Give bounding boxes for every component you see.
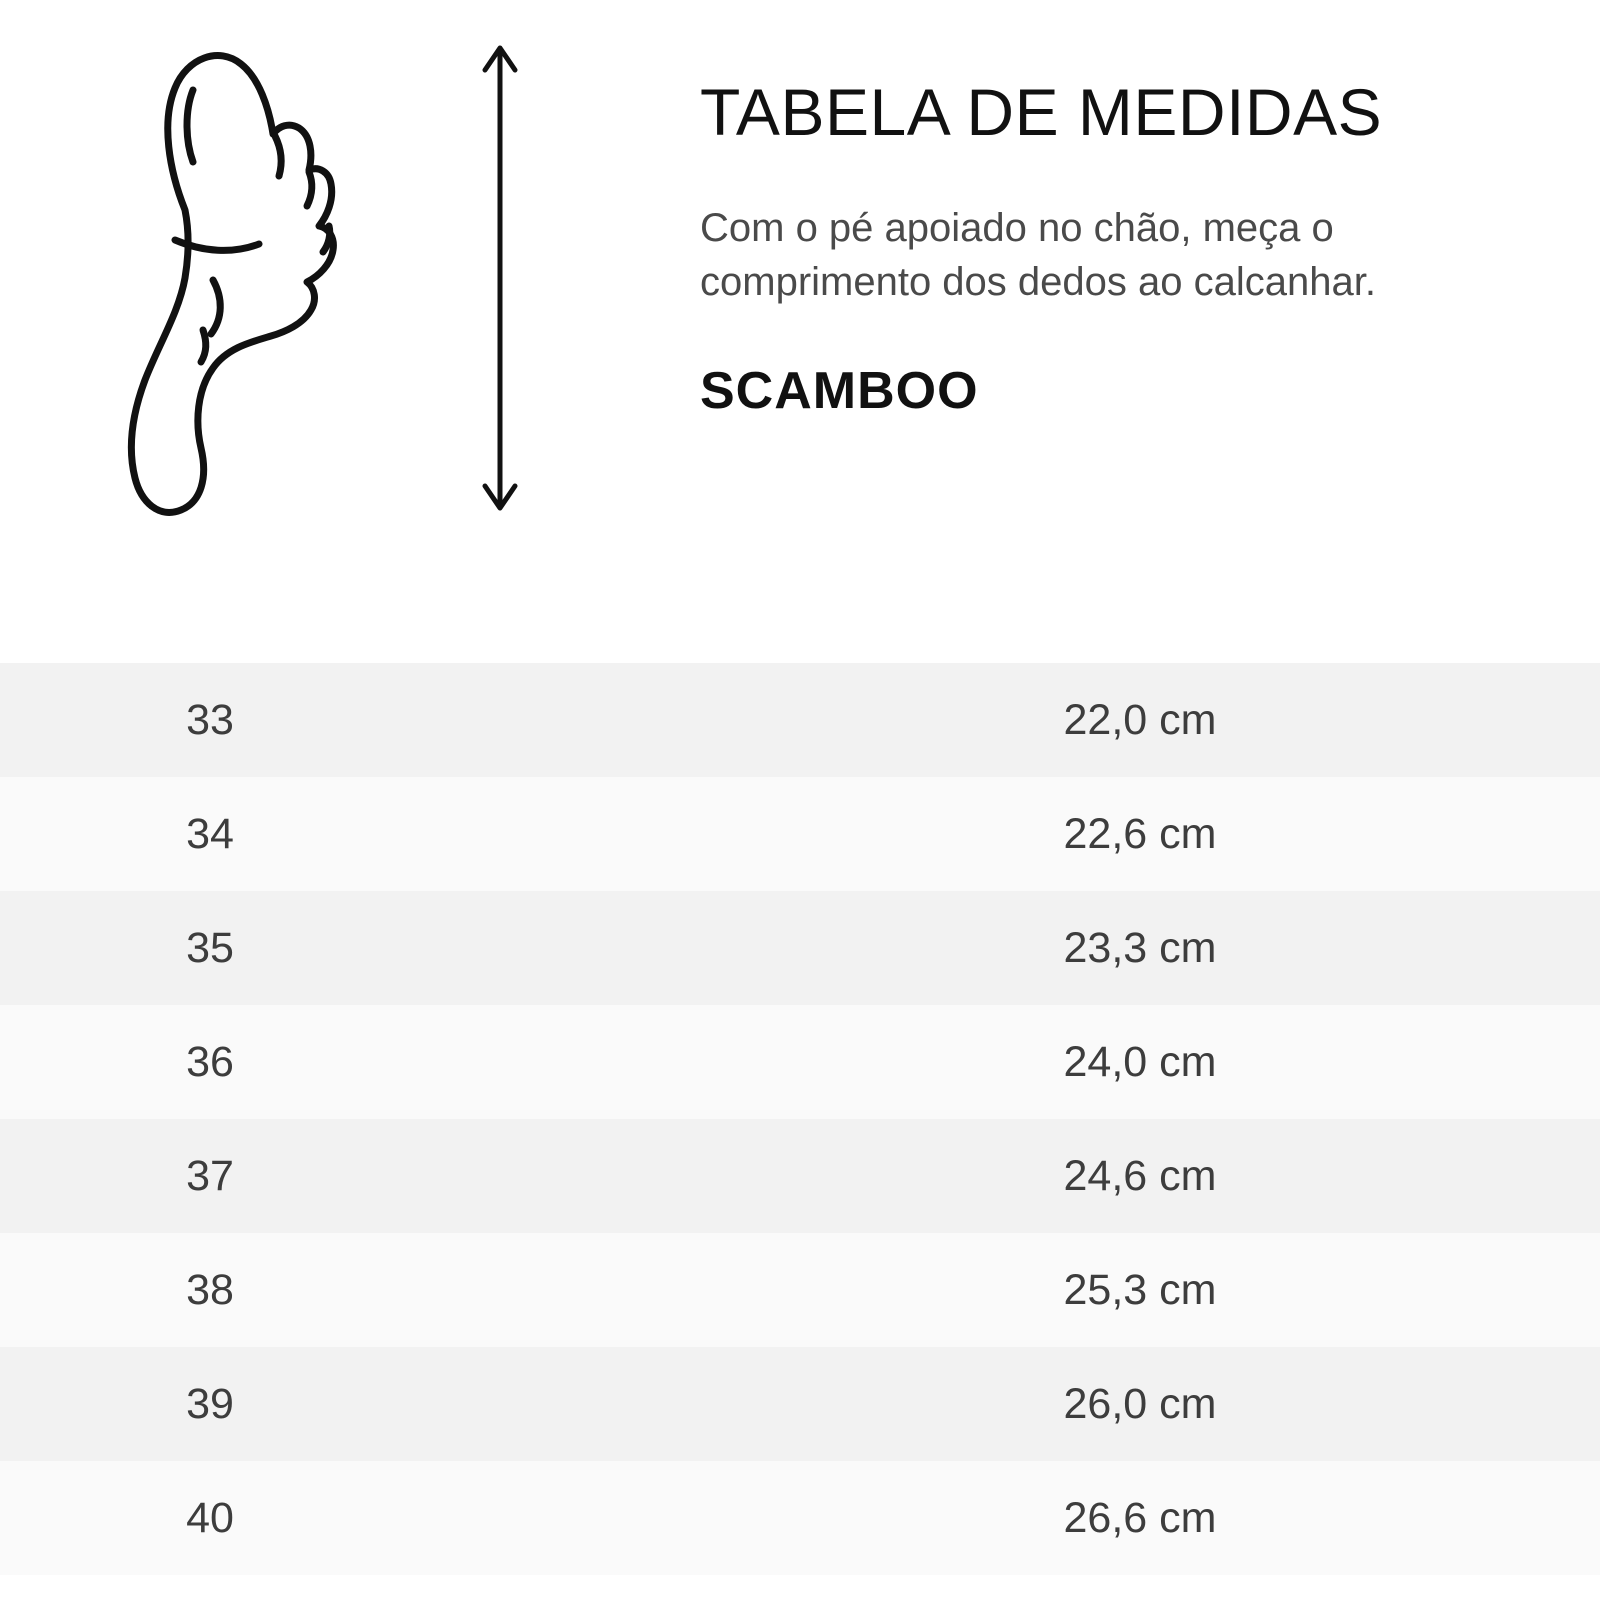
measure-value: 26,6 cm (1063, 1493, 1217, 1542)
size-value: 35 (186, 923, 234, 972)
vertical-double-arrow-icon (477, 38, 523, 518)
size-value: 39 (186, 1379, 234, 1428)
table-row (0, 1233, 1600, 1347)
size-value: 37 (186, 1151, 234, 1200)
size-value: 40 (186, 1493, 234, 1542)
table-row (0, 891, 1600, 1005)
measure-arrow (470, 20, 530, 518)
measure-value: 22,0 cm (1063, 695, 1217, 744)
size-table-body (0, 663, 1600, 1575)
table-row (0, 1005, 1600, 1119)
table-row (0, 663, 1600, 777)
measure-value: 24,0 cm (1063, 1037, 1217, 1086)
page-title: TABELA DE MEDIDAS (700, 75, 1383, 149)
brand-logo-text: SCAMBOO (700, 362, 979, 421)
size-value: 38 (186, 1265, 234, 1314)
table-row (0, 1461, 1600, 1575)
table-row (0, 777, 1600, 891)
measure-value: 22,6 cm (1063, 809, 1217, 858)
table-row (0, 1347, 1600, 1461)
table-row (0, 1119, 1600, 1233)
measure-value: 23,3 cm (1063, 923, 1217, 972)
header-section (0, 0, 1600, 640)
size-value: 36 (186, 1037, 234, 1086)
size-value: 34 (186, 809, 234, 858)
size-value: 33 (186, 695, 234, 744)
measure-value: 26,0 cm (1063, 1379, 1217, 1428)
foot-illustration (0, 20, 470, 530)
measure-value: 25,3 cm (1063, 1265, 1217, 1314)
instructions-text: Com o pé apoiado no chão, meça o comprimento dos dedos ao calcanhar. (700, 206, 1376, 305)
size-table (0, 663, 1600, 1575)
foot-sole-icon (105, 30, 365, 530)
header-text-block (530, 20, 1600, 421)
measure-value: 24,6 cm (1063, 1151, 1217, 1200)
